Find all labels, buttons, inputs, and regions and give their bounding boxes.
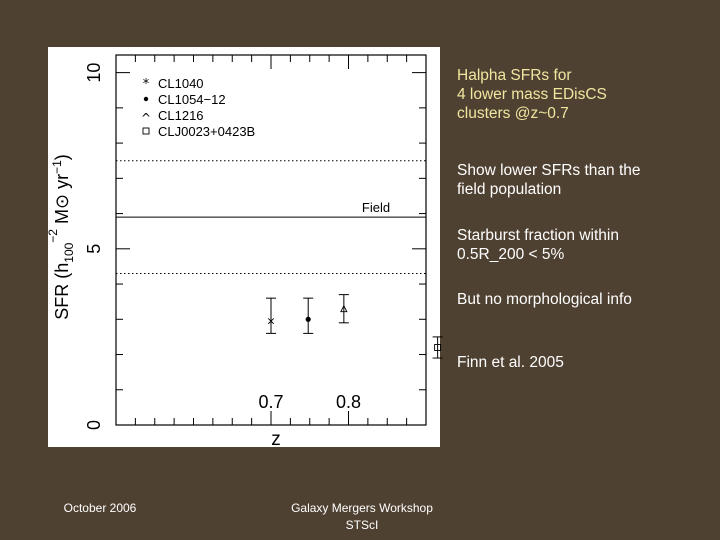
legend-marker-triangle: ^ bbox=[140, 111, 152, 125]
bullet-morphology: But no morphological info bbox=[457, 291, 632, 308]
marker-dot bbox=[306, 317, 311, 322]
bullet-lower-sfr: Show lower SFRs than the field population bbox=[457, 162, 641, 198]
y-tick-label: 5 bbox=[84, 243, 104, 254]
marker-asterisk: × bbox=[266, 314, 276, 328]
x-tick-label: 0.7 bbox=[258, 392, 284, 412]
slide-title: Halpha SFRs for 4 lower mass EDisCS clusters @z~0.7 bbox=[457, 67, 607, 122]
footer-venue: STScI bbox=[345, 518, 379, 532]
y-tick-label: 0 bbox=[84, 419, 104, 431]
sfr-chart bbox=[46, 47, 440, 450]
y-tick-label: 10 bbox=[84, 62, 104, 83]
y-axis-label: SFR ($h_{100}^{-2}$ M⊙ $yr^{-1}$) bbox=[46, 154, 76, 320]
bullet-starburst-fraction: Starburst fraction within 0.5R_200 < 5% bbox=[457, 227, 619, 263]
legend-label: CL1040 bbox=[158, 76, 204, 91]
legend-label: CLJ0023+0423B bbox=[158, 124, 256, 139]
legend-label: CL1216 bbox=[158, 108, 204, 123]
footer-event-name: Galaxy Mergers Workshop bbox=[291, 501, 433, 515]
bullet-reference: Finn et al. 2005 bbox=[457, 354, 564, 371]
footer-date: October 2006 bbox=[63, 501, 137, 515]
legend-marker-asterisk: * bbox=[142, 77, 150, 92]
legend-marker-square bbox=[143, 128, 149, 134]
legend-marker-dot bbox=[144, 97, 148, 101]
x-tick-label: 0.8 bbox=[335, 392, 362, 412]
x-axis-label: z bbox=[271, 429, 281, 450]
footer-event bbox=[262, 500, 462, 534]
legend-label: CL1054−12 bbox=[158, 92, 226, 107]
field-label: Field bbox=[361, 200, 391, 216]
chart-panel bbox=[46, 47, 440, 450]
